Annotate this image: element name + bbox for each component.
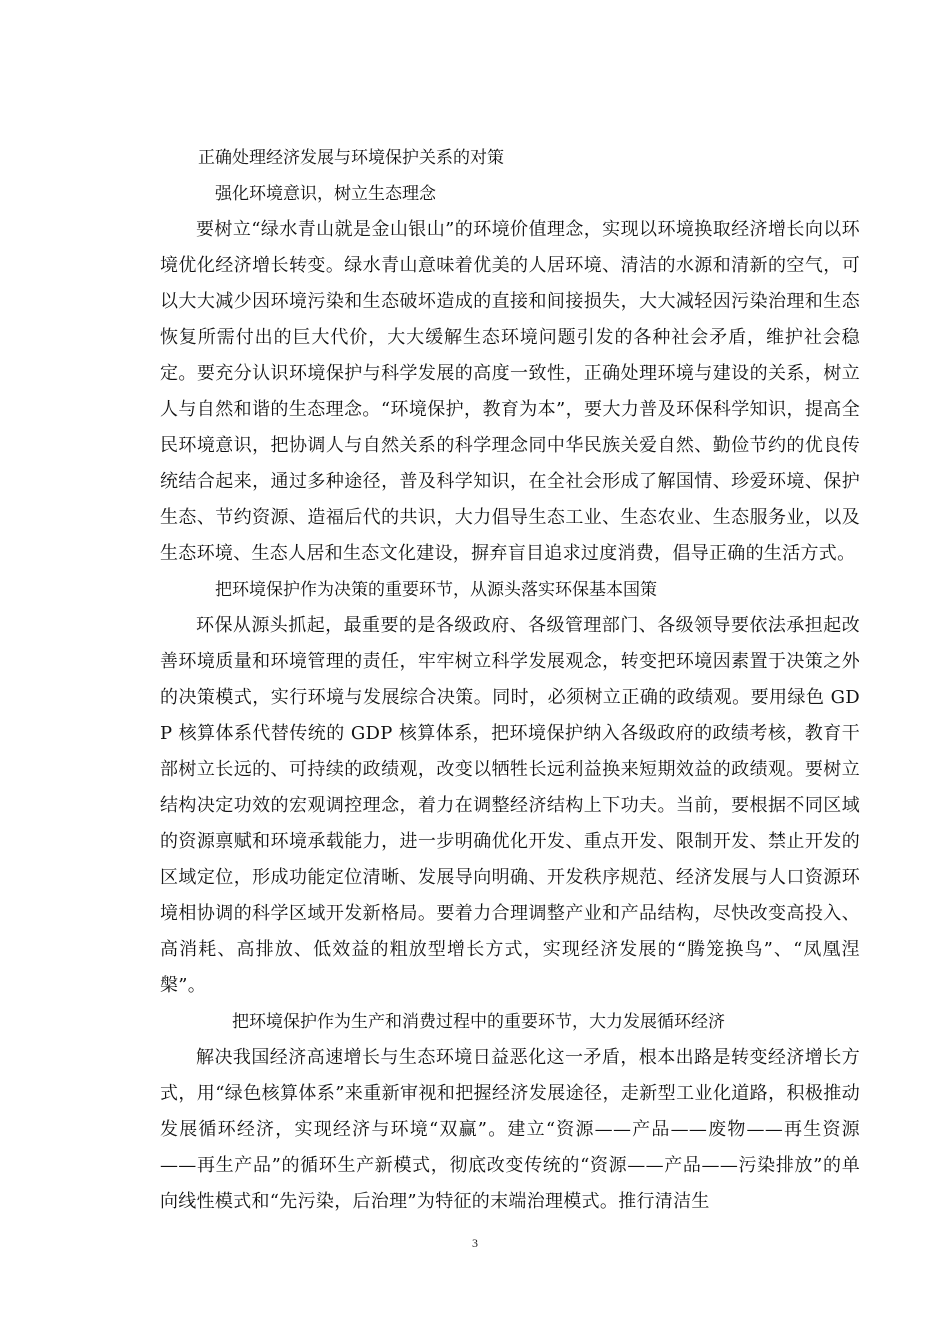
main-heading: 正确处理经济发展与环境保护关系的对策	[198, 148, 504, 168]
section-heading-1: 强化环境意识，树立生态理念	[215, 184, 436, 204]
section-paragraph-3: 解决我国经济高速增长与生态环境日益恶化这一矛盾，根本出路是转变经济增长方式，用“绿色核算体系”来重新审视和把握经济发展途径，走新型工业化道路，积极推动发展循环经济，实现经济与环境“双赢”。建立“资源——产品——废物——再生资源——再生产品”的循环生产新模式，彻底改变传统的“资源——产品——污染排放”的单向线性模式和“先污染，后治理”为特征的末端治理模式。推行清洁生	[160, 1047, 860, 1212]
section-paragraph-2: 环保从源头抓起，最重要的是各级政府、各级管理部门、各级领导要依法承担起改善环境质量和环境管理的责任，牢牢树立科学发展观念，转变把环境因素置于决策之外的决策模式，实行环境与发展综合决策。同时，必须树立正确的政绩观。要用绿色 GDP 核算体系代替传统的 GDP 核算体系，把环境保护纳入各级政府的政绩考核，教育干部树立长远的、可持续的政绩观，改变以牺牲长远利益换来短期效益的政绩观。要树立结构决定功效的宏观调控理念，着力在调整经济结构上下功夫。当前，要根据不同区域的资源禀赋和环境承载能力，进一步明确优化开发、重点开发、限制开发、禁止开发的区域定位，形成功能定位清晰、发展导向明确、开发秩序规范、经济发展与人口资源环境相协调的科学区域开发新格局。要着力合理调整产业和产品结构，尽快改变高投入、高消耗、高排放、低效益的粗放型增长方式，实现经济发展的“腾笼换鸟”、“凤凰涅槃”。	[160, 615, 860, 996]
page-number: 3	[472, 1236, 478, 1250]
section-paragraph-1: 要树立“绿水青山就是金山银山”的环境价值理念，实现以环境换取经济增长向以环境优化经济增长转变。绿水青山意味着优美的人居环境、清洁的水源和清新的空气，可以大大减少因环境污染和生态破坏造成的直接和间接损失，大大减轻因污染治理和生态恢复所需付出的巨大代价，大大缓解生态环境问题引发的各种社会矛盾，维护社会稳定。要充分认识环境保护与科学发展的高度一致性，正确处理环境与建设的关系，树立人与自然和谐的生态理念。“环境保护，教育为本”，要大力普及环保科学知识，提高全民环境意识，把协调人与自然关系的科学理念同中华民族关爱自然、勤俭节约的优良传统结合起来，通过多种途径，普及科学知识，在全社会形成了解国情、珍爱环境、保护生态、节约资源、造福后代的共识，大力倡导生态工业、生态农业、生态服务业，以及生态环境、生态人居和生态文化建设，摒弃盲目追求过度消费，倡导正确的生活方式。	[160, 219, 860, 564]
section-heading-3: 把环境保护作为生产和消费过程中的重要环节，大力发展循环经济	[232, 1012, 725, 1032]
section-heading-2: 把环境保护作为决策的重要环节，从源头落实环保基本国策	[215, 580, 657, 600]
document-body	[160, 140, 860, 1220]
